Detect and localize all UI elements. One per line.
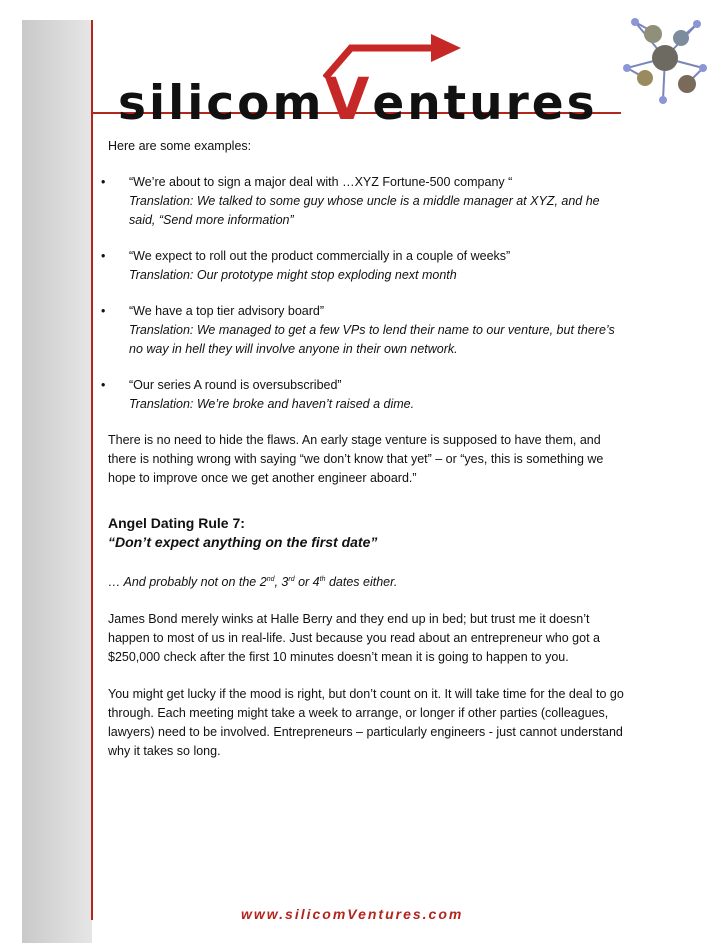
example-quote: “We have a top tier advisory board” [129,304,325,318]
example-translation: Translation: We talked to some guy whose uncle is a middle manager at XYZ, and he said, “Send more information” [129,194,600,227]
left-red-rule [91,20,93,920]
document-body [101,137,628,779]
left-sidebar-band [22,20,92,943]
example-item [101,376,628,414]
ordinal-suffix: nd [266,576,275,583]
body-paragraph: You might get lucky if the mood is right, but don’t count on it. It will take time for the deal to go through. Each meeting might take a week to arrange, or longer if other parties (colleagues, lawyers) need to be involved. Entrepreneurs – particularly engineers - just cannot understand why it takes so long. [108,687,624,759]
flaws-paragraph: There is no need to hide the flaws. An early stage venture is supposed to have them, and there is nothing wrong with saying “we don’t know that yet” – or “yes, this is something we hope to improve once we get another engineer aboard.” [108,433,604,485]
example-translation: Translation: We managed to get a few VPs to lend their name to our venture, but there’s no way in hell they will involve anyone in their own network. [129,323,615,356]
logo-text-prefix: silicom [118,76,325,131]
ordinal-suffix: th [319,576,326,583]
example-quote: “We’re about to sign a major deal with …XYZ Fortune-500 company “ [129,175,513,189]
example-item [101,173,628,230]
subtitle-part: … And probably not on the 2 [108,575,267,590]
logo-text-v: V [324,65,373,133]
example-translation: Translation: Our prototype might stop exploding next month [129,268,457,282]
example-item [101,247,628,285]
bullet-icon: • [101,378,106,392]
example-item [101,302,628,359]
ordinal-suffix: rd [288,576,295,583]
body-paragraph: James Bond merely winks at Halle Berry and they end up in bed; but trust me it doesn’t happen to most of us in real-life. Just because you read about an entrepreneur who got a $250,000 check after the first 10 minutes doesn’t mean it is going to happen to you. [108,612,600,665]
footer-url: www.silicomVentures.com [241,906,464,922]
company-logo [118,30,618,133]
example-translation: Translation: We’re broke and haven’t raised a dime. [129,397,415,411]
subtitle-part: , 3 [274,575,289,590]
rule-subtitle [108,570,628,592]
bullet-icon: • [101,304,106,318]
example-quote: “Our series A round is oversubscribed” [129,378,342,392]
molecule-icon [615,8,715,108]
bullet-icon: • [101,249,106,263]
example-quote: “We expect to roll out the product commercially in a couple of weeks” [129,249,511,263]
subtitle-part: or 4 [294,575,320,590]
logo-text-suffix: entures [372,76,598,131]
logo-wordmark [118,65,598,133]
rule-heading: Angel Dating Rule 7: [108,515,245,531]
bullet-icon: • [101,175,106,189]
subtitle-part: dates either. [325,575,398,590]
intro-text: Here are some examples: [108,139,252,153]
rule-title: “Don’t expect anything on the first date” [108,534,378,550]
